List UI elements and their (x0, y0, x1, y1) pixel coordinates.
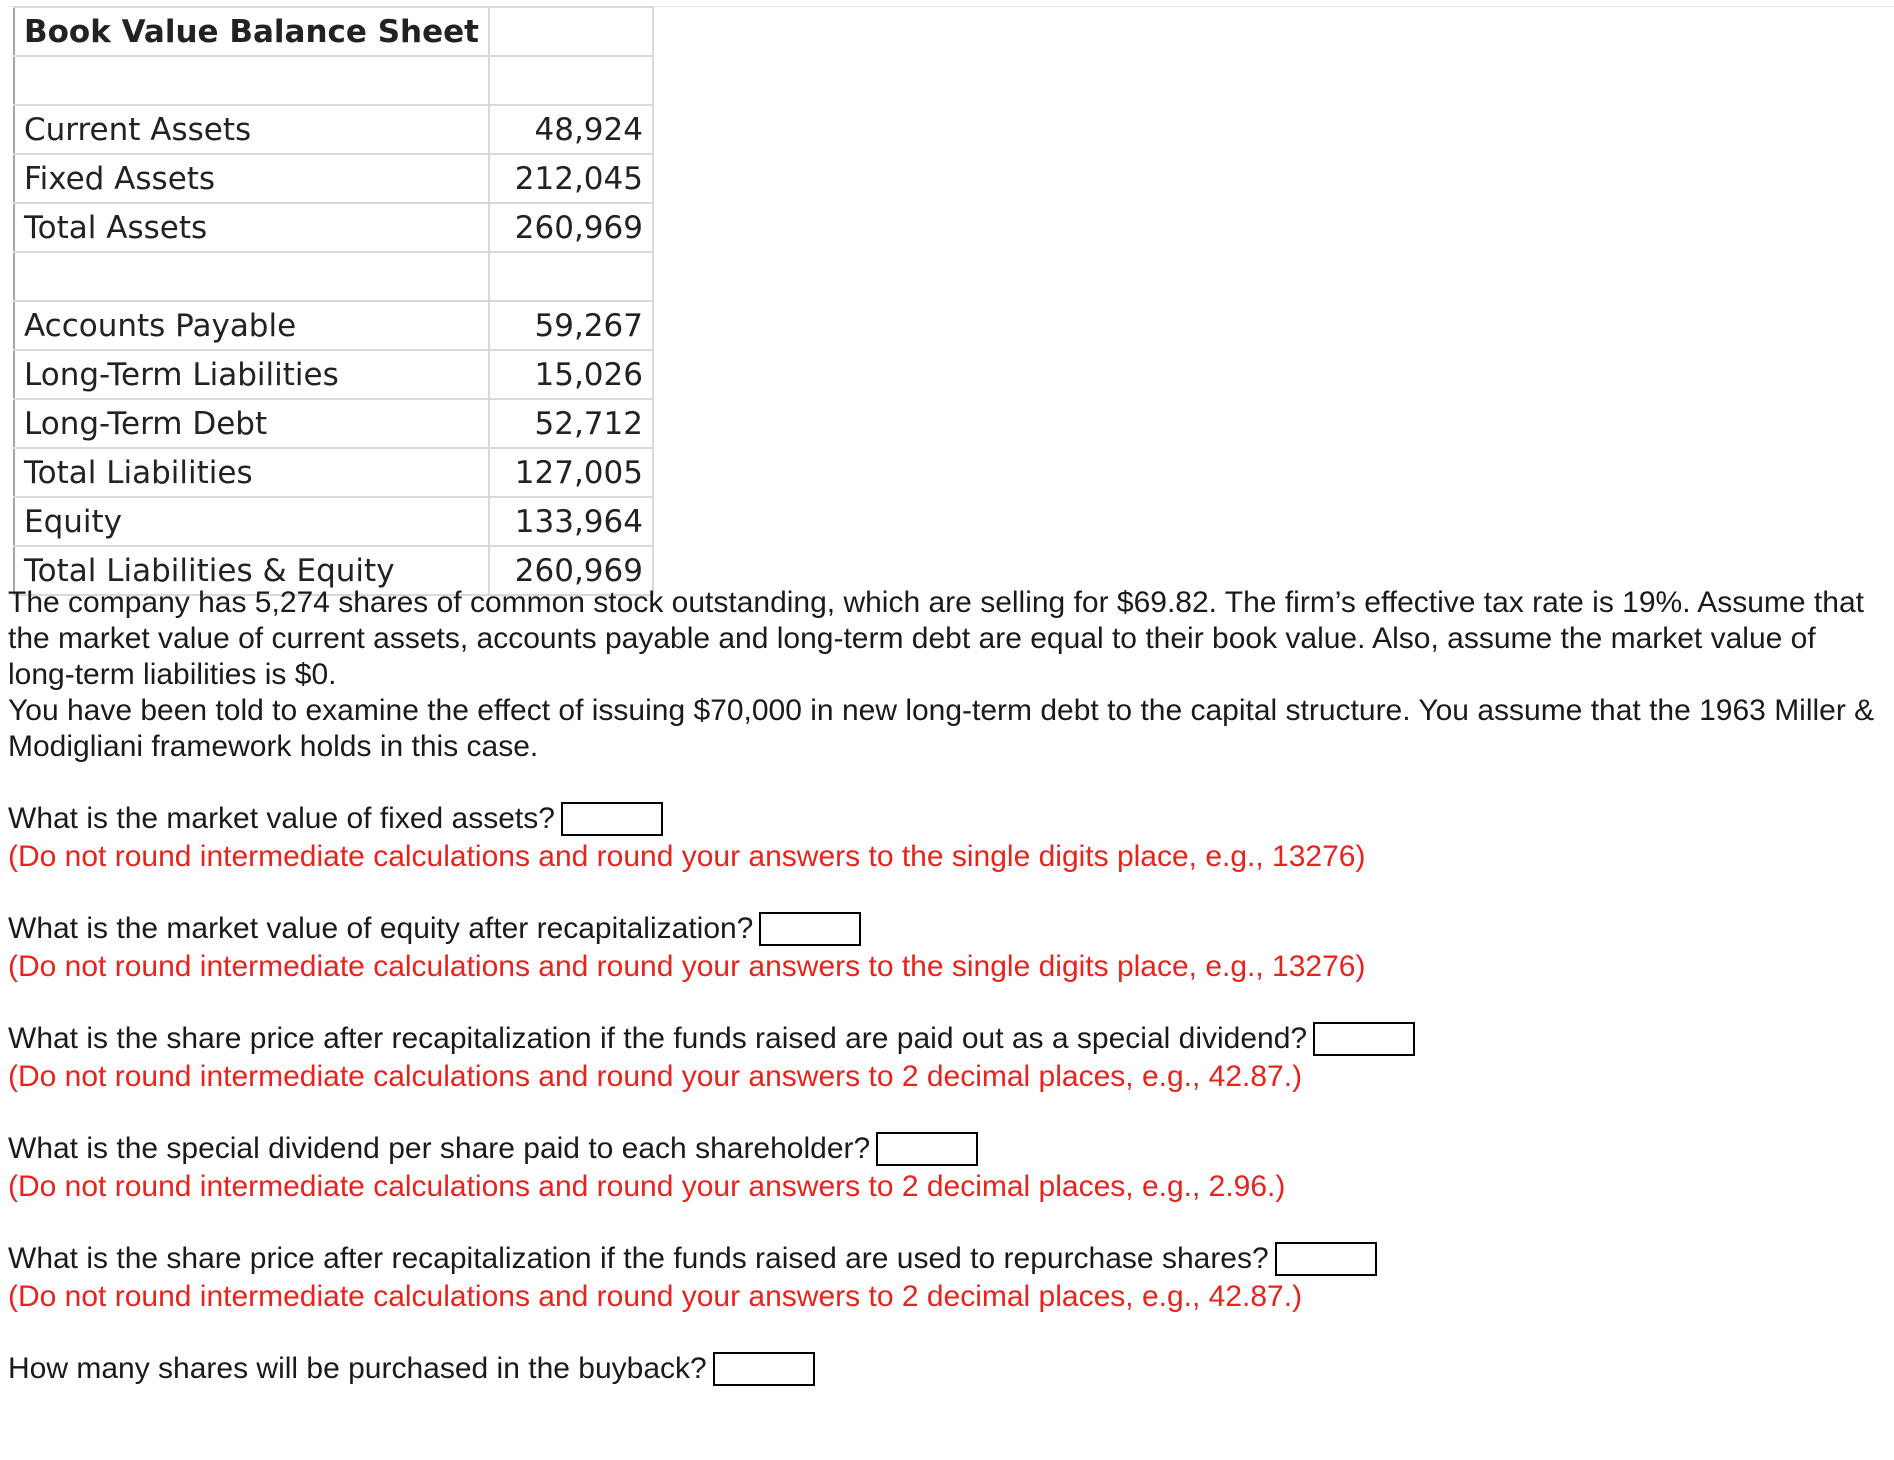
row-label: Total Assets (14, 203, 489, 252)
empty-cell (489, 252, 653, 301)
empty-cell (14, 252, 489, 301)
balance-sheet-title-row (14, 7, 653, 56)
table-row (14, 448, 653, 497)
answer-input-special-dividend[interactable] (876, 1132, 978, 1166)
answer-input-shares-repurchased[interactable] (713, 1352, 815, 1386)
question-text: What is the market value of fixed assets? (8, 802, 555, 835)
table-row (14, 399, 653, 448)
row-value: 48,924 (489, 105, 653, 154)
row-label: Equity (14, 497, 489, 546)
question-line (8, 1350, 1888, 1388)
question-repurchase-share-price (8, 1240, 1888, 1350)
balance-sheet-title: Book Value Balance Sheet (14, 7, 489, 56)
question-list (8, 800, 1888, 1460)
rounding-hint: (Do not round intermediate calculations and round your answers to 2 decimal places, e.g., 2.96.) (8, 1170, 1286, 1203)
question-equity-value (8, 910, 1888, 1020)
row-value: 59,267 (489, 301, 653, 350)
row-value: 133,964 (489, 497, 653, 546)
question-line (8, 1240, 1888, 1278)
question-text: What is the share price after recapitalization if the funds raised are used to repurchase shares? (8, 1242, 1269, 1275)
row-value: 260,969 (489, 546, 653, 595)
balance-sheet-table (13, 6, 654, 596)
row-label: Total Liabilities & Equity (14, 546, 489, 595)
table-row (14, 350, 653, 399)
row-label: Long-Term Liabilities (14, 350, 489, 399)
row-value: 52,712 (489, 399, 653, 448)
question-line (8, 800, 1888, 838)
row-label: Fixed Assets (14, 154, 489, 203)
question-text: What is the market value of equity after recapitalization? (8, 912, 754, 945)
row-value: 212,045 (489, 154, 653, 203)
empty-cell (14, 56, 489, 105)
answer-input-dividend-share-price[interactable] (1313, 1022, 1415, 1056)
question-special-dividend (8, 1130, 1888, 1240)
question-dividend-share-price (8, 1020, 1888, 1130)
rounding-hint: (Do not round intermediate calculations and round your answers to 2 decimal places, e.g., 42.87.) (8, 1060, 1303, 1093)
row-value: 15,026 (489, 350, 653, 399)
table-row (14, 105, 653, 154)
row-label: Long-Term Debt (14, 399, 489, 448)
spacer-row (14, 56, 653, 105)
question-text: What is the share price after recapitalization if the funds raised are paid out as a special dividend? (8, 1022, 1308, 1055)
question-text: How many shares will be purchased in the buyback? (8, 1352, 707, 1385)
table-row (14, 301, 653, 350)
rounding-hint: (Do not round intermediate calculations and round your answers to the single digits place, e.g., 13276) (8, 950, 1366, 983)
table-row (14, 497, 653, 546)
problem-paragraph: The company has 5,274 shares of common stock outstanding, which are selling for $69.82. The firm’s effective tax rate is 19%. Assume that the market value of current assets, accounts payable and long-term debt are equal to their book value. Also, assume the market value of long-term liabilities is $0. (8, 586, 1864, 691)
question-line (8, 1020, 1888, 1058)
empty-cell (489, 7, 653, 56)
question-line (8, 910, 1888, 948)
table-row (14, 203, 653, 252)
rounding-hint: (Do not round intermediate calculations and round your answers to 2 decimal places, e.g., 42.87.) (8, 1280, 1303, 1313)
row-label: Total Liabilities (14, 448, 489, 497)
row-value: 127,005 (489, 448, 653, 497)
row-label: Current Assets (14, 105, 489, 154)
question-line (8, 1130, 1888, 1168)
question-fixed-assets (8, 800, 1888, 910)
rounding-hint: (Do not round intermediate calculations and round your answers to the single digits place, e.g., 13276) (8, 840, 1366, 873)
spacer-row (14, 252, 653, 301)
row-label: Accounts Payable (14, 301, 489, 350)
answer-input-repurchase-share-price[interactable] (1275, 1242, 1377, 1276)
empty-cell (489, 56, 653, 105)
problem-paragraph: You have been told to examine the effect of issuing $70,000 in new long-term debt to the capital structure. You assume that the 1963 Miller & Modigliani framework holds in this case. (8, 694, 1875, 763)
problem-statement (8, 585, 1888, 765)
answer-input-equity-value[interactable] (759, 912, 861, 946)
row-value: 260,969 (489, 203, 653, 252)
question-text: What is the special dividend per share paid to each shareholder? (8, 1132, 871, 1165)
table-row (14, 154, 653, 203)
question-shares-repurchased (8, 1350, 1888, 1460)
answer-input-fixed-assets[interactable] (561, 802, 663, 836)
